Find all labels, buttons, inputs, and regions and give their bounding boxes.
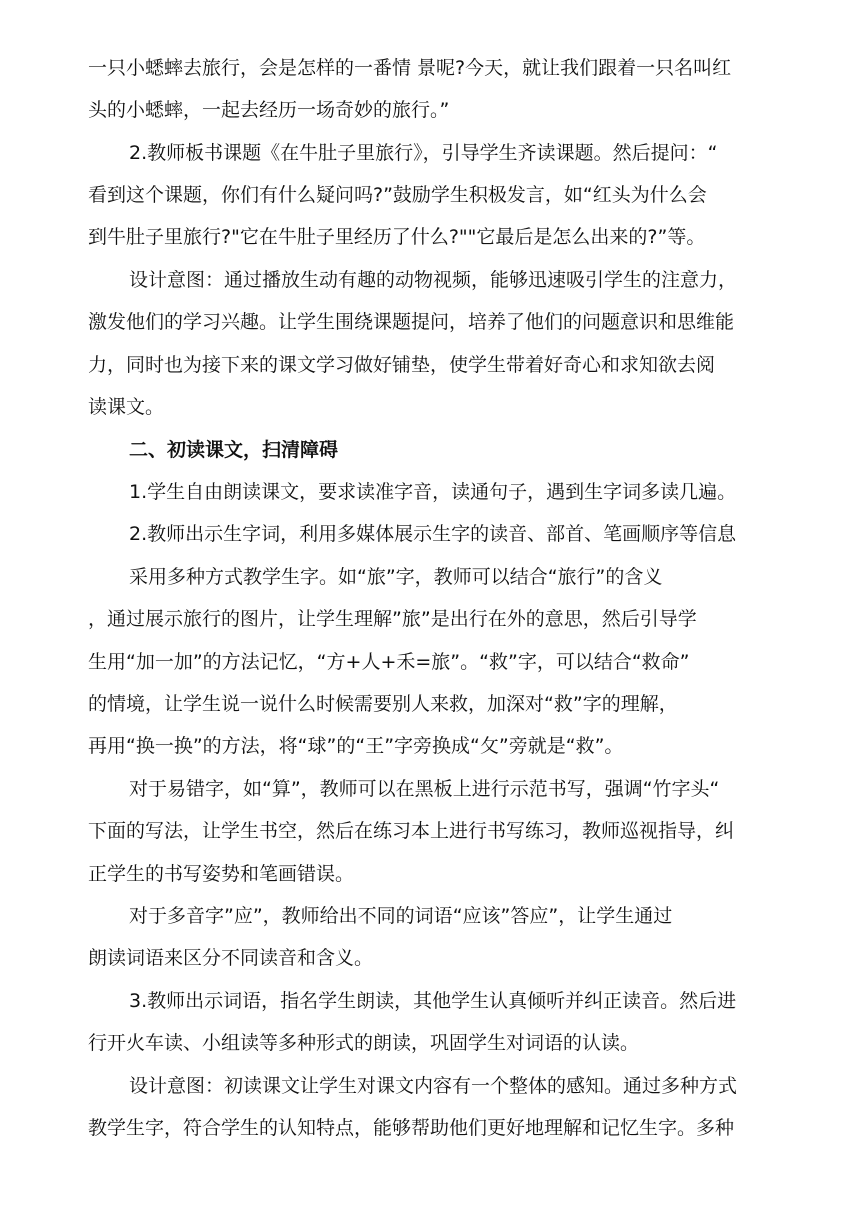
text-line: 力，同时也为接下来的课文学习做好铺垫，使学生带着好奇心和求知欲去阅 xyxy=(88,354,716,376)
text-line: 正学生的书写姿势和笔画错误。 xyxy=(88,863,355,885)
text-line: 再用“换一换”的方法，将“球”的“王”字旁换成“攵”旁就是“救”。 xyxy=(88,735,624,757)
text-line: 2.教师出示生字词，利用多媒体展示生字的读音、部首、笔画顺序等信息 xyxy=(129,523,737,545)
text-line: 朗读词语来区分不同读音和含义。 xyxy=(88,947,374,969)
text-line: 看到这个课题，你们有什么疑问吗?”鼓励学生积极发言，如“红头为什么会 xyxy=(88,184,707,206)
text-line: 生用“加一加”的方法记忆，“方+人+禾=旅”。“救”字，可以结合“救命” xyxy=(88,651,690,673)
text-line: ，通过展示旅行的图片，让学生理解”旅”是出行在外的意思，然后引导学 xyxy=(88,608,697,630)
text-line: 到牛肚子里旅行?"它在牛肚子里经历了什么?""它最后是怎么出来的?”等。 xyxy=(88,226,706,248)
text-line: 设计意图：初读课文让学生对课文内容有一个整体的感知。通过多种方式 xyxy=(129,1075,738,1097)
text-line: 2.教师板书课题《在牛肚子里旅行》，引导学生齐读课题。然后提问：“ xyxy=(129,142,718,164)
text-line: 头的小蟋蟀，一起去经历一场奇妙的旅行。” xyxy=(88,99,450,121)
text-line: 对于多音字”应”，教师给出不同的词语“应该”答应”，让学生通过 xyxy=(129,905,673,927)
text-line: 读课文。 xyxy=(88,396,165,418)
text-line: 对于易错字，如“算”，教师可以在黑板上进行示范书写，强调“竹字头“ xyxy=(129,778,720,800)
text-line: 行开火车读、小组读等多种形式的朗读，巩固学生对词语的认读。 xyxy=(88,1032,640,1054)
text-line: 激发他们的学习兴趣。让学生围绕课题提问，培养了他们的问题意识和思维能 xyxy=(88,311,735,333)
text-line: 一只小蟋蟀去旅行，会是怎样的一番情 景呢?今天，就让我们跟着一只名叫红 xyxy=(88,57,732,79)
text-line: 下面的写法，让学生书空，然后在练习本上进行书写练习，教师巡视指导，纠 xyxy=(88,820,735,842)
text-line: 1.学生自由朗读课文，要求读准字音，读通句子，遇到生字词多读几遍。 xyxy=(129,481,737,503)
text-line: 的情境，让学生说一说什么时候需要别人来救，加深对“救”字的理解， xyxy=(88,693,678,715)
section-heading: 二、初读课文，扫清障碍 xyxy=(129,439,339,461)
text-line: 采用多种方式教学生字。如“旅”字，教师可以结合“旅行”的含义 xyxy=(129,566,663,588)
text-line: 设计意图：通过播放生动有趣的动物视频，能够迅速吸引学生的注意力， xyxy=(129,269,738,291)
text-line: 教学生字，符合学生的认知特点，能够帮助他们更好地理解和记忆生字。多种 xyxy=(88,1117,735,1139)
text-line: 3.教师出示词语，指名学生朗读，其他学生认真倾听并纠正读音。然后进 xyxy=(129,990,737,1012)
